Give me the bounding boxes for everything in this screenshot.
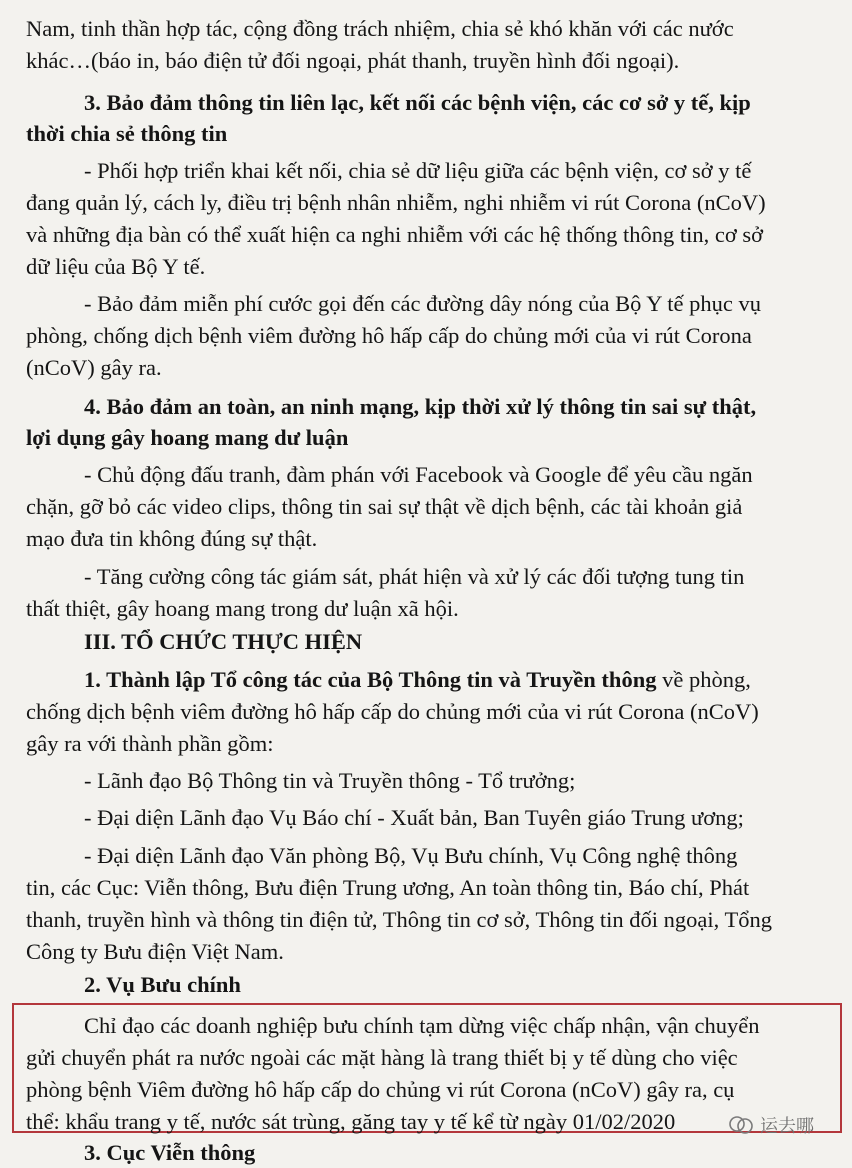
text-line: chống dịch bệnh viêm đường hô hấp cấp do chủng mới của vi rút Corona (nCoV) — [26, 699, 759, 724]
text-line: dữ liệu của Bộ Y tế. — [26, 254, 206, 279]
section-heading-4: 4. Bảo đảm an toàn, an ninh mạng, kịp thời xử lý thông tin sai sự thật, — [84, 394, 757, 419]
text-line: Công ty Bưu điện Việt Nam. — [26, 939, 284, 964]
text-line: phòng, chống dịch bệnh viêm đường hô hấp cấp do chủng mới của vi rút Corona — [26, 323, 752, 348]
text-line: thất thiệt, gây hoang mang trong dư luận xã hội. — [26, 596, 459, 621]
text-line: - Phối hợp triển khai kết nối, chia sẻ dữ liệu giữa các bệnh viện, cơ sở y tế — [84, 158, 752, 183]
highlighted-text-line: gửi chuyển phát ra nước ngoài các mặt hàng là trang thiết bị y tế dùng cho việc — [26, 1045, 738, 1070]
text-line: mạo đưa tin không đúng sự thật. — [26, 526, 318, 551]
section-heading-3: 3. Bảo đảm thông tin liên lạc, kết nối các bệnh viện, các cơ sở y tế, kịp — [84, 90, 751, 115]
section-heading-cuc-vien-thong: 3. Cục Viễn thông — [84, 1140, 256, 1165]
text-line: khác…(báo in, báo điện tử đối ngoại, phát thanh, truyền hình đối ngoại). — [26, 48, 680, 73]
text-line: Nam, tinh thần hợp tác, cộng đồng trách nhiệm, chia sẻ khó khăn với các nước — [26, 16, 734, 41]
text-line: - Tăng cường công tác giám sát, phát hiện và xử lý các đối tượng tung tin — [84, 564, 745, 589]
text-line: - Chủ động đấu tranh, đàm phán với Facebook và Google để yêu cầu ngăn — [84, 462, 753, 487]
item-1-line — [84, 665, 826, 695]
section-heading-3-cont: thời chia sẻ thông tin — [26, 121, 228, 146]
watermark-text: 运去哪 — [760, 1116, 814, 1137]
highlighted-text-line: thể: khẩu trang y tế, nước sát trùng, găng tay y tế kể từ ngày 01/02/2020 — [26, 1109, 676, 1134]
highlighted-text-line: Chỉ đạo các doanh nghiệp bưu chính tạm dừng việc chấp nhận, vận chuyển — [84, 1013, 760, 1038]
item-1-bold-title: 1. Thành lập Tổ công tác của Bộ Thông tin và Truyền thông — [84, 667, 657, 692]
part-heading-iii: III. TỔ CHỨC THỰC HIỆN — [84, 629, 363, 654]
text-line: chặn, gỡ bỏ các video clips, thông tin sai sự thật về dịch bệnh, các tài khoản giả — [26, 494, 743, 519]
text-line: tin, các Cục: Viễn thông, Bưu điện Trung ương, An toàn thông tin, Báo chí, Phát — [26, 875, 750, 900]
watermark — [728, 1110, 814, 1140]
text-line: và những địa bàn có thể xuất hiện ca nghi nhiễm với các hệ thống thông tin, cơ sở — [26, 222, 764, 247]
text-line: gây ra với thành phần gồm: — [26, 731, 274, 756]
text-line: - Bảo đảm miễn phí cước gọi đến các đường dây nóng của Bộ Y tế phục vụ — [84, 291, 761, 316]
list-item: - Đại diện Lãnh đạo Văn phòng Bộ, Vụ Bưu chính, Vụ Công nghệ thông — [84, 843, 738, 868]
section-heading-vu-buu-chinh: 2. Vụ Bưu chính — [84, 972, 241, 997]
wechat-channel-icon — [728, 1115, 754, 1135]
text-line: đang quản lý, cách ly, điều trị bệnh nhân nhiễm, nghi nhiễm vi rút Corona (nCoV) — [26, 190, 766, 215]
item-1-rest: về phòng, — [656, 667, 751, 692]
list-item: - Lãnh đạo Bộ Thông tin và Truyền thông - Tổ trưởng; — [84, 768, 576, 793]
text-line: (nCoV) gây ra. — [26, 355, 162, 380]
highlighted-text-line: phòng bệnh Viêm đường hô hấp cấp do chủng vi rút Corona (nCoV) gây ra, cụ — [26, 1077, 735, 1102]
text-line: thanh, truyền hình và thông tin điện tử, Thông tin cơ sở, Thông tin đối ngoại, Tổng — [26, 907, 772, 932]
list-item: - Đại diện Lãnh đạo Vụ Báo chí - Xuất bản, Ban Tuyên giáo Trung ương; — [84, 805, 744, 830]
section-heading-4-cont: lợi dụng gây hoang mang dư luận — [26, 425, 349, 450]
